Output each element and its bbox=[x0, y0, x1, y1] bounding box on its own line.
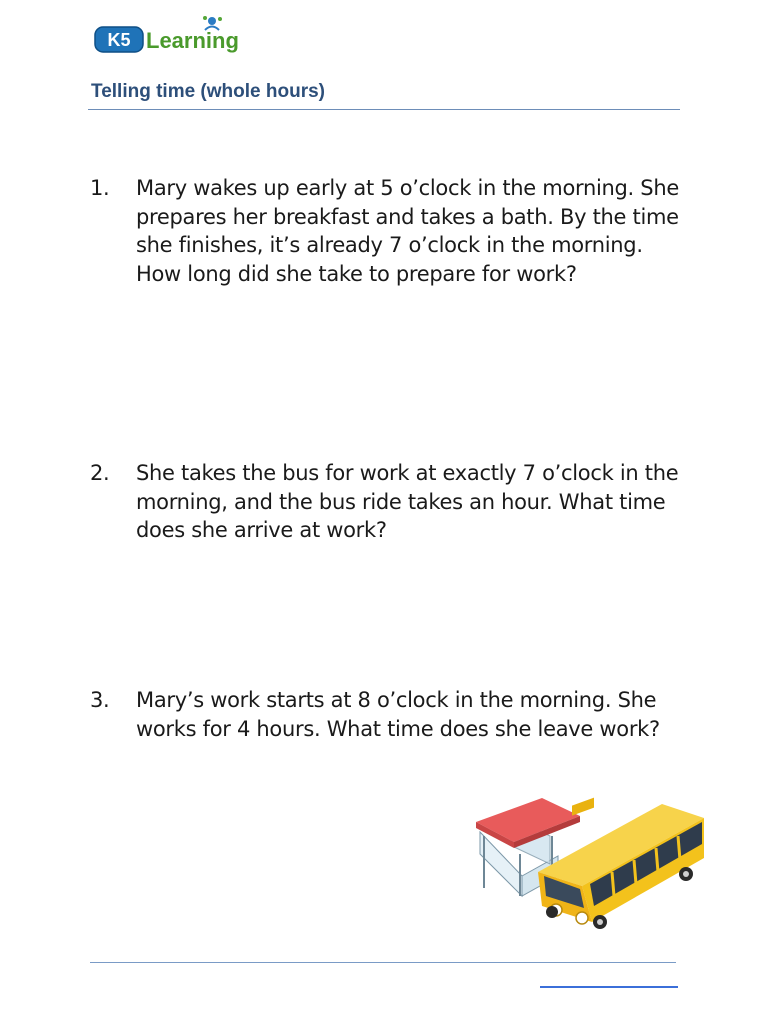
footer-link[interactable] bbox=[540, 986, 678, 988]
svg-text:K5: K5 bbox=[107, 30, 131, 50]
question-text: Mary’s work starts at 8 o’clock in the morning. She works for 4 hours. What time does she leave work? bbox=[136, 688, 660, 741]
footer-divider bbox=[90, 962, 676, 963]
question-number: 3. bbox=[90, 688, 110, 712]
svg-text:Learning: Learning bbox=[146, 28, 239, 53]
header-divider bbox=[88, 109, 680, 110]
question-text: She takes the bus for work at exactly 7 o’clock in the morning, and the bus ride takes an hour. What time does she arrive at work? bbox=[136, 461, 679, 542]
question-number: 1. bbox=[90, 176, 110, 200]
question-text: Mary wakes up early at 5 o’clock in the morning. She prepares her breakfast and takes a bath. By the time she finishes, it’s already 7 o’clock in the morning. How long did she take to prepare for work? bbox=[136, 176, 679, 286]
k5-learning-logo bbox=[93, 14, 258, 62]
bus-and-shelter-illustration bbox=[472, 792, 708, 934]
page-title: Telling time (whole hours) bbox=[91, 81, 325, 102]
question-number: 2. bbox=[90, 461, 110, 485]
